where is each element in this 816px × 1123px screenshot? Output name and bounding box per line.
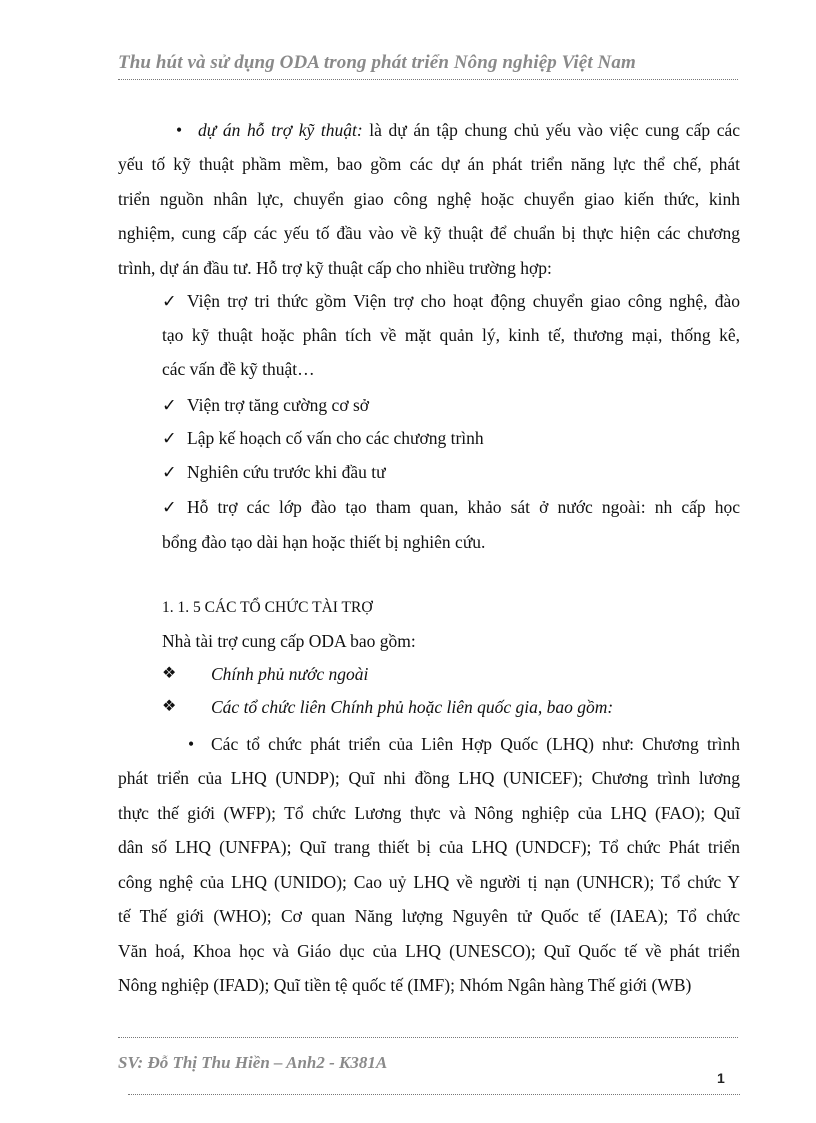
check-mark-icon: ✓	[162, 395, 177, 415]
header-rule	[118, 79, 738, 80]
paragraph-line: dân số LHQ (UNFPA); Quĩ trang thiết bị của LHQ (UNDCF); Tổ chức Phát triển	[118, 837, 740, 857]
paragraph-line: tế Thế giới (WHO); Cơ quan Năng lượng Nguyên tử Quốc tế (IAEA); Tổ chức	[118, 906, 740, 926]
checklist-item-line: tạo kỹ thuật hoặc phân tích về mặt quản lý, kinh tế, thương mại, thống kê,	[162, 325, 740, 345]
check-mark-icon: ✓	[162, 497, 177, 517]
checklist-item-line: các vấn đề kỹ thuật…	[162, 359, 315, 379]
check-mark-icon: ✓	[162, 428, 177, 448]
paragraph-line: Các tổ chức phát triển của Liên Hợp Quốc (LHQ) như: Chương trình	[211, 734, 740, 754]
paragraph-line: Văn hoá, Khoa học và Giáo dục của LHQ (UNESCO); Quĩ Quốc tế về phát triển	[118, 940, 740, 961]
running-header: Thu hút và sử dụng ODA trong phát triển Nông nghiệp Việt Nam	[118, 52, 636, 73]
paragraph-line: Nông nghiệp (IFAD); Quĩ tiền tệ quốc tế (IMF); Nhóm Ngân hàng Thế giới (WB)	[118, 975, 692, 995]
section-heading: 1. 1. 5 CÁC TỔ CHỨC TÀI TRỢ	[162, 599, 373, 616]
check-mark-icon: ✓	[162, 462, 177, 482]
checklist-item-line: Viện trợ tri thức gồm Viện trợ cho hoạt động chuyển giao công nghệ, đào	[187, 291, 740, 311]
checklist-item-line: Hỗ trợ các lớp đào tạo tham quan, khảo sát ở nước ngoài: nh cấp học	[187, 497, 740, 517]
term-technical-assistance: dự án hỗ trợ kỹ thuật:	[198, 120, 363, 140]
bullet-point: •	[176, 120, 183, 140]
paragraph-line: nghiệm, cung cấp các yếu tố đầu vào về kỹ thuật để chuẩn bị thực hiện các chương	[118, 223, 740, 243]
checklist-item-line: Nghiên cứu trước khi đầu tư	[187, 462, 386, 482]
page-number: 1	[717, 1070, 725, 1086]
paragraph-line: thực thế giới (WFP); Tổ chức Lương thực và Nông nghiệp của LHQ (FAO); Quĩ	[118, 802, 740, 823]
technical-assistance-paragraph	[118, 147, 740, 285]
footer-rule	[118, 1037, 738, 1038]
footer-bottom-rule	[128, 1094, 740, 1095]
paragraph-line	[198, 113, 740, 147]
check-mark-icon: ✓	[162, 291, 177, 311]
paragraph-line: yếu tố kỹ thuật phầm mềm, bao gồm các dự án phát triển năng lực thể chế, phát	[118, 154, 740, 174]
diamond-bullet-icon: ❖	[162, 665, 177, 682]
footer-author: SV: Đỗ Thị Thu Hiền – Anh2 - K381A	[118, 1053, 388, 1072]
paragraph-line: triển nguồn nhân lực, chuyển giao công nghệ hoặc chuyển giao kiến thức, kinh	[118, 188, 740, 209]
checklist-item-line: Lập kế hoạch cố vấn cho các chương trình	[187, 428, 484, 448]
checklist-item-line: bổng đào tạo dài hạn hoặc thiết bị nghiên cứu.	[162, 532, 486, 552]
bullet-point: •	[188, 734, 195, 754]
paragraph-line: công nghệ của LHQ (UNIDO); Cao uỷ LHQ về người tị nạn (UNHCR); Tổ chức Y	[118, 871, 740, 892]
donor-item: Các tổ chức liên Chính phủ hoặc liên quốc gia, bao gồm:	[211, 697, 614, 717]
diamond-bullet-icon: ❖	[162, 698, 177, 715]
paragraph-line: trình, dự án đầu tư. Hỗ trợ kỹ thuật cấp cho nhiều trường hợp:	[118, 257, 552, 278]
paragraph-text: là dự án tập chung chủ yếu vào việc cung cấp các	[369, 120, 740, 140]
paragraph-line: phát triển của LHQ (UNDP); Quĩ nhi đồng LHQ (UNICEF); Chương trình lương	[118, 768, 740, 788]
un-organisations-paragraph	[118, 761, 740, 1003]
donor-item: Chính phủ nước ngoài	[211, 664, 369, 684]
checklist-item-line: Viện trợ tăng cường cơ sở	[187, 395, 370, 415]
section-intro: Nhà tài trợ cung cấp ODA bao gồm:	[162, 631, 416, 651]
